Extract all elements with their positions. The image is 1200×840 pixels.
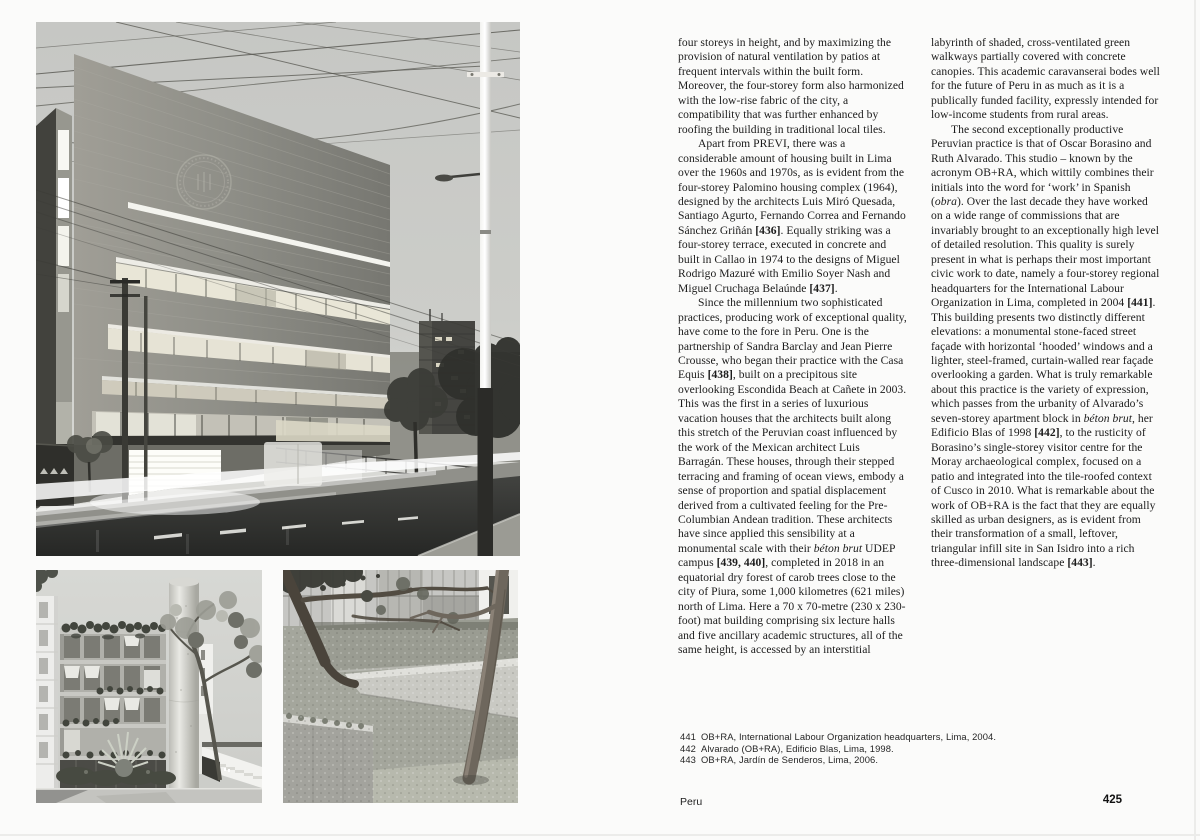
- caption-text: OB+RA, Jardín de Senderos, Lima, 2006.: [701, 754, 879, 766]
- figure-jardin-de-senderos: [283, 570, 518, 803]
- caption-text: OB+RA, International Labour Organization headquarters, Lima, 2004.: [701, 731, 997, 742]
- edificio-blas-facade: [60, 621, 166, 788]
- adjacent-white-building: [36, 596, 58, 792]
- paragraph: Since the millennium two sophisticated practices, producing work of exceptional quality, have come to the fore in Peru. One is the partnership of Sandra Barclay and Jean Pierre Crousse, who began their practice with the Casa Equis [438], built on a precipitous site overlooking Escondida Beach at Cañete in 2003. This was the first in a series of luxurious vacation houses that the architects built along this stretch of the Peruvian coast influenced by the work of the Mexican architect Luis Barragán. These houses, through their stepped terracing and framing of ocean views, embody a sense of proportion and spatial displacement derived from a cultivated feeling for the Pre-Columbian Andean tradition. These architects have since applied this sensibility at a monumental scale with their béton brut UDEP campus [439, 440], completed in 2018 in an equatorial dry forest of carob trees close to the city of Piura, some 1,000 kilometres (621 miles) north of Lima. Here a 70 x 70-metre (230 x 230-foot) mat building comprising six lecture halls and five ancillary academic structures, all of the same height, is accessed by an interstitial: [678, 296, 907, 657]
- page-number: 425: [1102, 794, 1122, 806]
- edificio-blas-photo: [36, 570, 262, 803]
- page-edge-bottom: [0, 834, 1200, 836]
- figure-edificio-blas: [36, 570, 262, 803]
- caption-441: [680, 731, 996, 743]
- text-column-2: [931, 36, 1161, 571]
- running-footer-section: Peru: [680, 796, 703, 808]
- figure-captions: [680, 731, 996, 766]
- caption-443: [680, 754, 996, 766]
- text-column-1: [678, 36, 907, 657]
- caption-text: Alvarado (OB+RA), Edificio Blas, Lima, 1998.: [701, 742, 894, 754]
- ilo-headquarters-photo: [36, 22, 520, 556]
- jardin-de-senderos-photo: [283, 570, 518, 803]
- caption-442: [680, 743, 996, 755]
- paragraph: labyrinth of shaded, cross-ventilated green walkways partially covered with concrete canopies. This academic caravanserai bodes well for the future of Peru in as much as it is a publically funded facility, expressly intended for low-income students from rural areas.: [931, 36, 1160, 122]
- caption-number: 441: [680, 731, 696, 742]
- caption-number: 442: [680, 742, 696, 754]
- paragraph: The second exceptionally productive Peruvian practice is that of Oscar Borasino and Ruth Alvarado. This studio – known by the acronym OB+RA, which wittily combines their initials into the word for ‘work’ in Spanish (obra). Over the last decade they have worked on a wide range of commissions that are invariably brought to an exceptionally high level of detailed resolution. This quality is surely present in what is perhaps their most important civic work to date, namely a four-storey regional headquarters for the International Labour Organization in Lima, completed in 2004 [441]. This building presents two distinctly different elevations: a monumental stone-faced street façade with horizontal ‘hooded’ windows and a lighter, steel-framed, curtain-walled rear façade overlooking a garden. What is truly remarkable about this practice is the variety of expression, which passes from the urbanity of Alvarado’s seven-storey apartment block in béton brut, her Edificio Blas of 1998 [442], to the rusticity of Borasino’s single-storey visitor centre for the Moray archaeological complex, focused on a patio and integrated into the tile-roofed context of Cusco in 2010. What is remarkable about the work of OB+RA is the fact that they are equally skilled as urban designers, as is evident from their transformation of a small, leftover, triangular infill site in San Isidro into a rich three-dimensional landscape [443].: [931, 122, 1160, 570]
- caption-number: 443: [680, 754, 696, 766]
- paragraph: Apart from PREVI, there was a considerable amount of housing built in Lima over the 1960s and 1970s, as is evident from the four-storey Palomino housing complex (1964), designed by the architects Luis Miró Quesada, Santiago Agurto, Fernando Correa and Fernando Sánchez Griñán [436]. Equally striking was a four-storey terrace, executed in concrete and built in Callao in 1974 to the designs of Miguel Rodrigo Mazuré with Emilio Soyer Nash and Miguel Cruchaga Belaúnde [437].: [678, 137, 906, 295]
- page-edge-right: [1194, 0, 1196, 840]
- sidewalk: [36, 788, 262, 803]
- paragraph: four storeys in height, and by maximizing the provision of natural ventilation by patios at frequent intervals within the built form. Moreover, the four-storey form also harmonized with the low-rise fabric of the city, a compatibility that was further enhanced by roofing the building in traditional local tiles.: [678, 36, 904, 136]
- figure-ilo-headquarters: [36, 22, 520, 556]
